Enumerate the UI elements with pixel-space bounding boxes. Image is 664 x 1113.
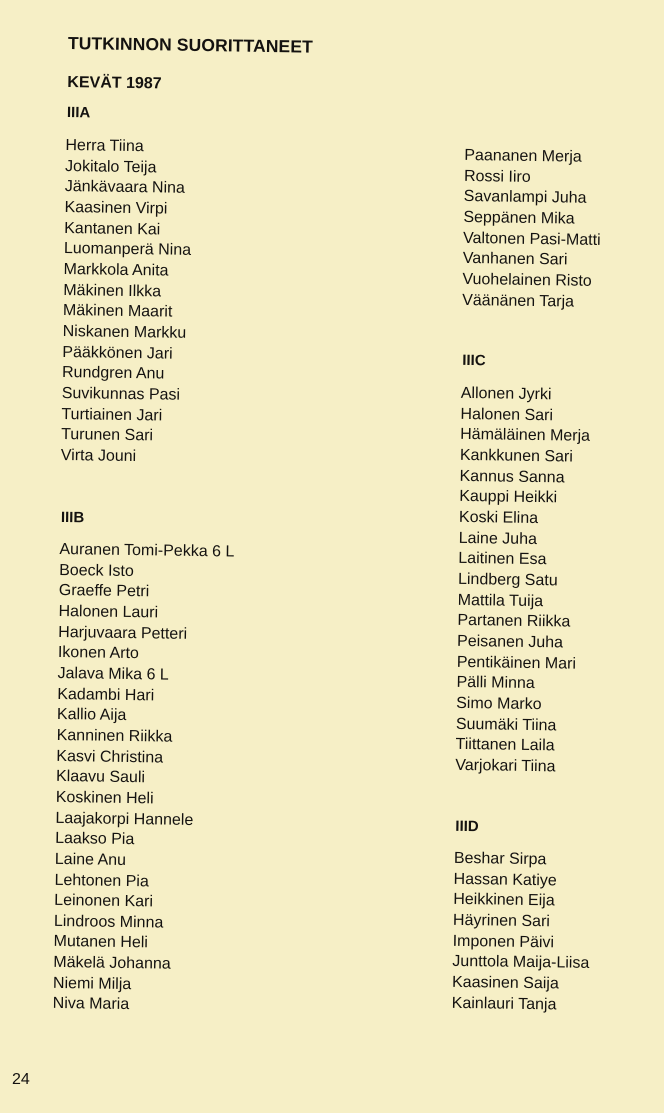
student-name: Vanhanen Sari (462, 250, 568, 269)
student-name: Junttola Maija-Liisa (452, 953, 590, 973)
student-name: Suumäki Tiina (455, 715, 557, 734)
student-name: Mattila Tuija (457, 591, 544, 610)
student-name: Mäkelä Johanna (53, 954, 171, 973)
student-name: Paananen Merja (464, 146, 582, 166)
student-name: Herra Tiina (65, 137, 144, 156)
semester-heading: KEVÄT 1987 (67, 74, 162, 93)
student-name: Kallio Aija (56, 706, 127, 725)
student-list-iiib-continued (462, 146, 602, 313)
student-name: Niemi Milja (52, 974, 132, 993)
student-list-iiic (455, 384, 591, 778)
student-name: Väänänen Tarja (462, 291, 575, 311)
student-name: Mäkinen Ilkka (63, 281, 162, 301)
student-name: Tiittanen Laila (455, 736, 555, 755)
student-name: Laakso Pia (55, 830, 135, 849)
student-name: Klaavu Sauli (55, 768, 146, 787)
class-heading-iiia: IIIA (66, 104, 91, 122)
student-name: Graeffe Petri (58, 582, 150, 601)
student-name: Halonen Lauri (58, 602, 159, 622)
student-name: Boeck Isto (59, 561, 134, 580)
student-name: Hassan Katiye (453, 870, 557, 890)
student-name: Rundgren Anu (61, 364, 165, 383)
student-name: Markkola Anita (63, 260, 169, 280)
student-name: Laitinen Esa (458, 550, 547, 569)
student-name: Leinonen Kari (54, 892, 154, 911)
student-name: Imponen Päivi (452, 932, 555, 951)
student-name: Hämäläinen Merja (460, 426, 591, 446)
student-name: Lindroos Minna (53, 912, 164, 932)
student-name: Pentikäinen Mari (456, 653, 577, 673)
student-name: Mäkinen Maarit (62, 302, 173, 321)
student-name: Allonen Jyrki (460, 384, 552, 404)
student-name: Auranen Tomi-Pekka 6 L (59, 540, 235, 561)
student-name: Turunen Sari (61, 426, 154, 445)
student-name: Laine Anu (54, 850, 127, 869)
student-list-iiid (452, 849, 591, 1016)
student-name: Kainlauri Tanja (451, 994, 557, 1013)
student-name: Lehtonen Pia (54, 871, 149, 890)
student-name: Harjuvaara Petteri (58, 623, 188, 643)
page-title: TUTKINNON SUORITTANEET (67, 33, 313, 57)
student-name: Beshar Sirpa (453, 849, 547, 869)
student-name: Kannus Sanna (459, 467, 565, 487)
student-name: Jänkävaara Nina (64, 178, 186, 198)
student-name: Jokitalo Teija (65, 157, 157, 177)
page-number: 24 (12, 1071, 30, 1088)
student-name: Vuohelainen Risto (462, 270, 592, 290)
student-name: Ikonen Arto (57, 644, 139, 663)
student-name: Peisanen Juha (456, 632, 564, 652)
student-name: Simo Marko (456, 694, 542, 713)
student-name: Mutanen Heli (53, 933, 149, 952)
student-name: Halonen Sari (460, 405, 554, 424)
class-heading-iiib: IIIB (60, 508, 85, 527)
student-name: Koskinen Heli (55, 788, 154, 808)
student-name: Savanlampi Juha (463, 188, 587, 208)
student-list-iiib (53, 540, 235, 1018)
class-heading-iiic: IIIC (462, 351, 486, 370)
student-name: Kaasinen Virpi (64, 198, 168, 218)
student-name: Kasvi Christina (56, 747, 164, 767)
student-name: Kadambi Hari (57, 685, 155, 704)
student-name: Niva Maria (52, 995, 130, 1014)
student-name: Luomanperä Nina (63, 240, 192, 260)
student-name: Turtiainen Jari (61, 405, 163, 424)
student-name: Virta Jouni (60, 446, 137, 465)
student-name: Kantanen Kai (64, 219, 161, 239)
student-name: Kanninen Riikka (56, 726, 173, 746)
student-name: Häyrinen Sari (452, 911, 551, 931)
student-name: Laine Juha (458, 529, 538, 548)
student-name: Varjokari Tiina (455, 756, 556, 776)
student-name: Kankkunen Sari (459, 446, 573, 466)
student-name: Partanen Riikka (457, 612, 571, 631)
student-name: Valtonen Pasi-Matti (462, 229, 601, 249)
student-name: Niskanen Markku (62, 322, 187, 342)
student-name: Jalava Mika 6 L (57, 664, 169, 684)
student-name: Suvikunnas Pasi (61, 384, 181, 404)
student-name: Koski Elina (458, 508, 539, 527)
student-name: Laajakorpi Hannele (55, 809, 194, 829)
student-name: Kaasinen Saija (451, 973, 559, 993)
student-name: Pääkkönen Jari (62, 343, 173, 363)
student-name: Pälli Minna (456, 674, 535, 693)
student-name: Kauppi Heikki (459, 488, 558, 507)
student-name: Heikkinen Eija (453, 891, 555, 910)
student-list-iiia (61, 136, 193, 468)
class-heading-iiid: IIID (455, 817, 479, 836)
student-name: Rossi Iiro (463, 167, 531, 186)
student-name: Lindberg Satu (457, 570, 558, 590)
student-name: Seppänen Mika (463, 208, 575, 228)
